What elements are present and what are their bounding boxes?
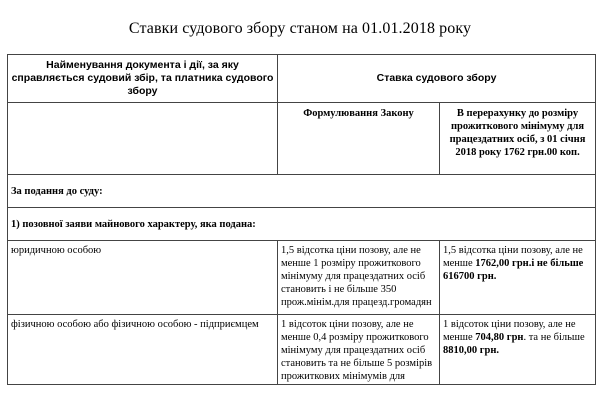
row-legal-entity-calc <box>440 241 596 315</box>
header-recalculation: В перерахунку до розміру прожиткового мінімуму для працездатних осіб, з 01 січня 2018 року 1762 грн.00 коп. <box>440 103 596 175</box>
calc-text: 1 відсоток ціни позову, але не менше <box>443 319 576 343</box>
row-individual-name: фізичною особою або фізичною особою - підприємцем <box>8 315 278 385</box>
header-fee-rate: Ставка судового збору <box>278 55 596 103</box>
row-individual-law: 1 відсоток ціни позову, але не менше 0,4 розміру прожиткового мінімуму для працездатних осіб становить та не більше 5 розмірів прожиткових мінімумів для <box>278 315 440 385</box>
calc-max-amount: 8810,00 грн. <box>443 345 500 356</box>
row-legal-entity-name: юридичною особою <box>8 241 278 315</box>
header-document-name: Найменування документа і дії, за яку справляється судовий збір, та платника судового збору <box>8 55 278 103</box>
row-legal-entity-law: 1,5 відсотка ціни позову, але не менше 1 розміру прожиткового мінімуму для працездатних осіб становить і не більше 350 прож.мінім.для працезд.громадян <box>278 241 440 315</box>
section-court-filing: За подання до суду: <box>8 175 596 208</box>
header-empty-cell <box>8 103 278 175</box>
calc-text-mid: . та не більше <box>523 332 585 343</box>
calc-text: 1,5 відсотка ціни позову, але не менше <box>443 245 583 269</box>
calc-min-amount: 704,80 грн <box>475 332 524 343</box>
court-fee-table <box>7 54 596 385</box>
page-title: Ставки судового збору станом на 01.01.2018 року <box>128 20 472 37</box>
row-individual-calc <box>440 315 596 385</box>
section-property-claim: 1) позовної заяви майнового характеру, яка подана: <box>8 208 596 241</box>
calc-amount: 1762,00 грн.і не більше 616700 грн. <box>443 258 584 282</box>
header-law-wording: Формулювання Закону <box>278 103 440 175</box>
